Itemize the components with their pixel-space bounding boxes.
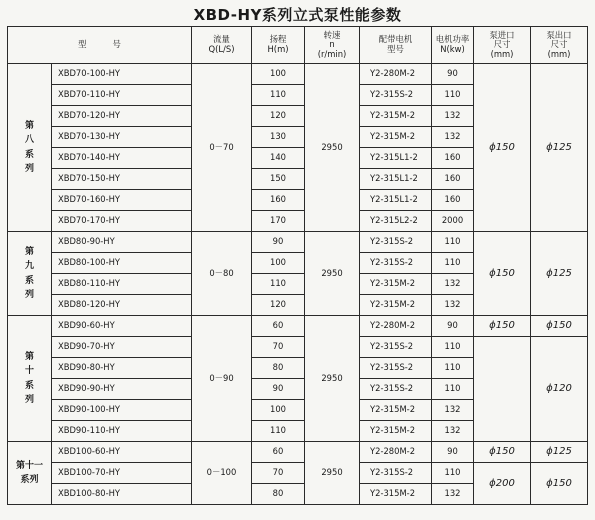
- speed-cell: 2950: [305, 64, 360, 232]
- head-cell: 110: [252, 421, 305, 442]
- series-label: [8, 232, 52, 316]
- motor-cell: Y2-315L1-2: [360, 148, 432, 169]
- motor-cell: Y2-280M-2: [360, 316, 432, 337]
- series-label: [8, 64, 52, 232]
- motor-cell: Y2-280M-2: [360, 442, 432, 463]
- motor-cell: Y2-315M-2: [360, 274, 432, 295]
- series-char: 第: [24, 120, 34, 131]
- outlet-size-cell: ϕ125: [531, 232, 588, 316]
- series-char: 第十一: [15, 460, 43, 471]
- table-row: [8, 337, 588, 358]
- power-cell: 132: [432, 127, 474, 148]
- inlet-size-cell: ϕ150: [474, 64, 531, 232]
- motor-cell: Y2-315M-2: [360, 400, 432, 421]
- head-cell: 140: [252, 148, 305, 169]
- table-header: [8, 27, 588, 64]
- head-cell: 80: [252, 358, 305, 379]
- motor-cell: Y2-315L2-2: [360, 211, 432, 232]
- head-cell: 170: [252, 211, 305, 232]
- model-cell: XBD70-150-HY: [52, 169, 192, 190]
- motor-cell: Y2-315S-2: [360, 358, 432, 379]
- head-cell: 80: [252, 484, 305, 505]
- flow-cell: 0－80: [192, 232, 252, 316]
- model-cell: XBD90-100-HY: [52, 400, 192, 421]
- model-cell: XBD90-70-HY: [52, 337, 192, 358]
- model-cell: XBD70-170-HY: [52, 211, 192, 232]
- motor-cell: Y2-315M-2: [360, 484, 432, 505]
- model-cell: XBD80-120-HY: [52, 295, 192, 316]
- power-cell: 132: [432, 400, 474, 421]
- power-cell: 132: [432, 295, 474, 316]
- flow-cell: 0－90: [192, 316, 252, 442]
- header-model: 型号: [8, 27, 192, 64]
- motor-cell: Y2-315M-2: [360, 106, 432, 127]
- model-cell: XBD100-80-HY: [52, 484, 192, 505]
- model-cell: XBD70-140-HY: [52, 148, 192, 169]
- power-cell: 132: [432, 106, 474, 127]
- table-row: [8, 64, 588, 85]
- model-cell: XBD80-100-HY: [52, 253, 192, 274]
- series-char: 第: [24, 351, 34, 362]
- table-row: [8, 442, 588, 463]
- power-cell: 132: [432, 484, 474, 505]
- header-speed: 转速 n (r/min): [305, 27, 360, 64]
- power-cell: 110: [432, 358, 474, 379]
- header-flow: 流量 Q(L/S): [192, 27, 252, 64]
- series-label: [8, 442, 52, 505]
- inlet-size-cell: ϕ150: [474, 232, 531, 316]
- model-cell: XBD80-90-HY: [52, 232, 192, 253]
- flow-cell: 0－100: [192, 442, 252, 505]
- head-cell: 130: [252, 127, 305, 148]
- model-cell: XBD70-120-HY: [52, 106, 192, 127]
- motor-cell: Y2-315S-2: [360, 337, 432, 358]
- series-char: 列: [24, 163, 34, 174]
- motor-cell: Y2-280M-2: [360, 64, 432, 85]
- performance-table: [7, 26, 588, 505]
- table-body: [8, 64, 588, 505]
- power-cell: 110: [432, 232, 474, 253]
- inlet-size-cell: ϕ150: [474, 442, 531, 463]
- model-cell: XBD100-60-HY: [52, 442, 192, 463]
- inlet-size-cell: ϕ200: [474, 463, 531, 505]
- head-cell: 100: [252, 253, 305, 274]
- motor-cell: Y2-315M-2: [360, 421, 432, 442]
- motor-cell: Y2-315S-2: [360, 253, 432, 274]
- model-cell: XBD90-80-HY: [52, 358, 192, 379]
- power-cell: 2000: [432, 211, 474, 232]
- series-char: 系: [24, 275, 34, 286]
- head-cell: 110: [252, 85, 305, 106]
- head-cell: 100: [252, 400, 305, 421]
- series-char: 系: [24, 149, 34, 160]
- head-cell: 70: [252, 463, 305, 484]
- head-cell: 90: [252, 379, 305, 400]
- power-cell: 110: [432, 379, 474, 400]
- power-cell: 160: [432, 148, 474, 169]
- power-cell: 160: [432, 190, 474, 211]
- model-cell: XBD80-110-HY: [52, 274, 192, 295]
- head-cell: 120: [252, 295, 305, 316]
- model-cell: XBD90-110-HY: [52, 421, 192, 442]
- head-cell: 160: [252, 190, 305, 211]
- series-char: 列: [24, 394, 34, 405]
- speed-cell: 2950: [305, 232, 360, 316]
- power-cell: 110: [432, 337, 474, 358]
- power-cell: 110: [432, 85, 474, 106]
- motor-cell: Y2-315M-2: [360, 295, 432, 316]
- header-motor: 配带电机 型号: [360, 27, 432, 64]
- model-cell: XBD90-60-HY: [52, 316, 192, 337]
- outlet-size-cell: ϕ125: [531, 64, 588, 232]
- series-label: [8, 316, 52, 442]
- head-cell: 110: [252, 274, 305, 295]
- model-cell: XBD70-100-HY: [52, 64, 192, 85]
- series-char: 列: [24, 289, 34, 300]
- table-row: [8, 463, 588, 484]
- model-cell: XBD70-110-HY: [52, 85, 192, 106]
- header-head: 扬程 H(m): [252, 27, 305, 64]
- inlet-size-cell: [474, 337, 531, 442]
- table-row: [8, 232, 588, 253]
- inlet-size-cell: ϕ150: [474, 316, 531, 337]
- header-inlet: 泵进口 尺寸 (mm): [474, 27, 531, 64]
- table-row: [8, 316, 588, 337]
- header-power: 电机功率 N(kw): [432, 27, 474, 64]
- series-char: 系: [24, 380, 34, 391]
- head-cell: 90: [252, 232, 305, 253]
- power-cell: 132: [432, 274, 474, 295]
- motor-cell: Y2-315L1-2: [360, 169, 432, 190]
- motor-cell: Y2-315S-2: [360, 232, 432, 253]
- model-cell: XBD70-160-HY: [52, 190, 192, 211]
- head-cell: 100: [252, 64, 305, 85]
- model-cell: XBD100-70-HY: [52, 463, 192, 484]
- head-cell: 120: [252, 106, 305, 127]
- power-cell: 90: [432, 316, 474, 337]
- series-char: 十: [24, 366, 34, 377]
- outlet-size-cell: ϕ150: [531, 463, 588, 505]
- header-outlet: 泵出口 尺寸 (mm): [531, 27, 588, 64]
- model-cell: XBD90-90-HY: [52, 379, 192, 400]
- series-char: 第: [24, 246, 34, 257]
- power-cell: 90: [432, 64, 474, 85]
- motor-cell: Y2-315S-2: [360, 85, 432, 106]
- speed-cell: 2950: [305, 316, 360, 442]
- head-cell: 150: [252, 169, 305, 190]
- speed-cell: 2950: [305, 442, 360, 505]
- series-char: 九: [24, 261, 34, 272]
- power-cell: 132: [432, 421, 474, 442]
- power-cell: 90: [432, 442, 474, 463]
- motor-cell: Y2-315S-2: [360, 379, 432, 400]
- series-char: 系列: [20, 475, 39, 485]
- outlet-size-cell: ϕ150: [531, 316, 588, 337]
- motor-cell: Y2-315L1-2: [360, 190, 432, 211]
- head-cell: 70: [252, 337, 305, 358]
- motor-cell: Y2-315S-2: [360, 463, 432, 484]
- series-char: 八: [24, 135, 34, 146]
- page-title: XBD-HY系列立式泵性能参数: [193, 6, 402, 24]
- outlet-size-cell: ϕ120: [531, 337, 588, 442]
- power-cell: 160: [432, 169, 474, 190]
- model-cell: XBD70-130-HY: [52, 127, 192, 148]
- head-cell: 60: [252, 442, 305, 463]
- head-cell: 60: [252, 316, 305, 337]
- power-cell: 110: [432, 463, 474, 484]
- outlet-size-cell: ϕ125: [531, 442, 588, 463]
- flow-cell: 0－70: [192, 64, 252, 232]
- power-cell: 110: [432, 253, 474, 274]
- motor-cell: Y2-315M-2: [360, 127, 432, 148]
